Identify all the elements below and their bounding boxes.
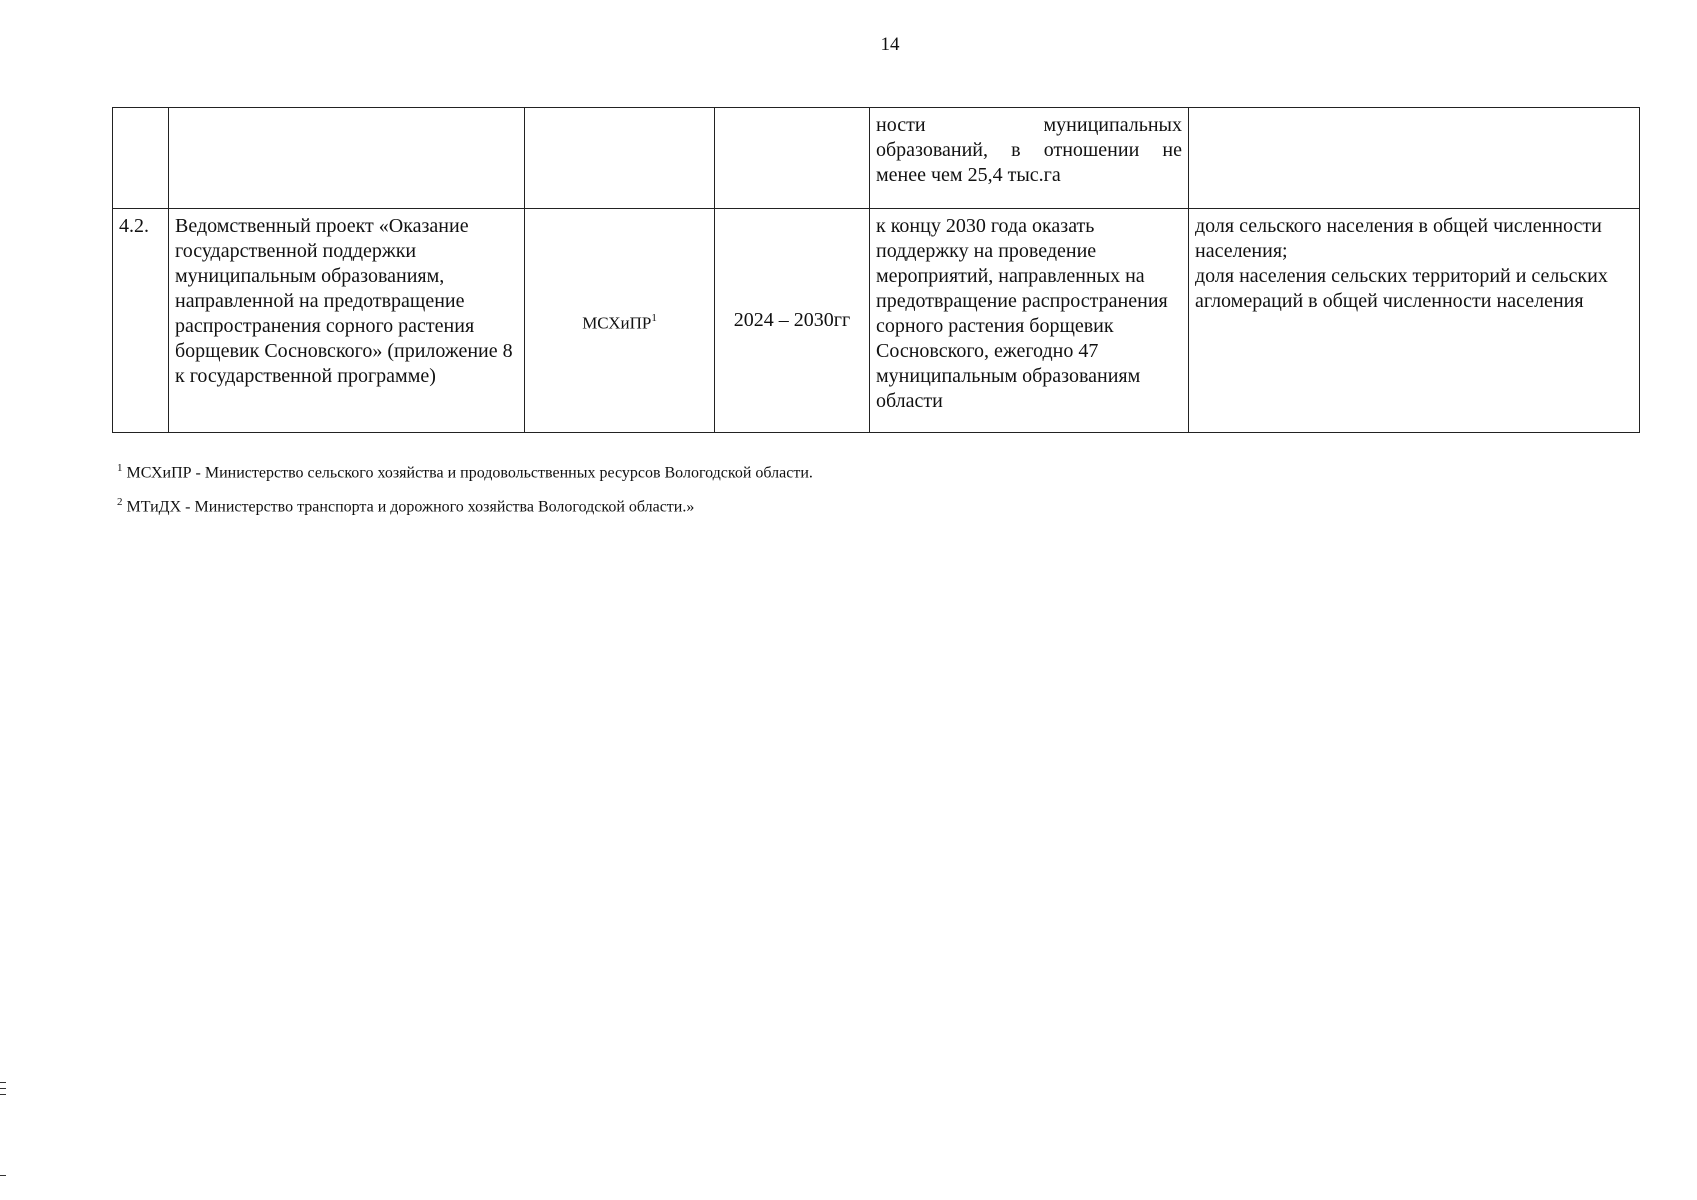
- cell-period: 2024 – 2030гг: [715, 209, 870, 433]
- footnotes: [117, 458, 1517, 527]
- cell-result-continuation: ности муниципальных образований, в отношении не менее чем 25,4 тыс.га: [870, 108, 1189, 209]
- scan-margin-mark: [0, 1175, 6, 1176]
- scan-margin-mark: [0, 1082, 6, 1083]
- cell-responsible: [525, 209, 715, 433]
- cell-period-empty: [715, 108, 870, 209]
- cell-name-empty: [169, 108, 525, 209]
- footnote-mark: 1: [651, 311, 657, 324]
- footnote-2-text: МТиДХ - Министерство транспорта и дорожного хозяйства Вологодской области.»: [126, 498, 695, 516]
- scan-margin-mark: [0, 1094, 6, 1095]
- cell-indicators: доля сельского населения в общей численности населения; доля населения сельских территорий и сельских агломераций в общей численности населения: [1189, 209, 1640, 433]
- cell-num: 4.2.: [113, 209, 169, 433]
- scan-margin-mark: [0, 1088, 6, 1089]
- cell-responsible-empty: [525, 108, 715, 209]
- footnote-1-text: МСХиПР - Министерство сельского хозяйства и продовольственных ресурсов Вологодской области.: [126, 464, 813, 482]
- cell-name: Ведомственный проект «Оказание государственной поддержки муниципальным образованиям, направленной на предотвращение распространения сорного растения борщевик Сосновского» (приложение 8 к государственной программе): [169, 209, 525, 433]
- page-number: 14: [880, 34, 900, 55]
- footnote-2-mark: 2: [117, 496, 123, 509]
- footnote-1-mark: 1: [117, 462, 123, 474]
- footnote-1: [117, 458, 1517, 483]
- responsible-label: МСХиПР: [582, 313, 652, 333]
- cell-num-empty: [113, 108, 169, 209]
- cell-indicator-empty: [1189, 108, 1640, 209]
- program-table: [112, 107, 1640, 433]
- cell-result: к концу 2030 года оказать поддержку на проведение мероприятий, направленных на предотвращение распространения сорного растения борщевик Сосновского, ежегодно 47 муниципальным образованиям области: [870, 209, 1189, 433]
- footnote-2: [117, 492, 1517, 517]
- table-row-4-2: [113, 209, 1640, 433]
- table-row-continuation: [113, 108, 1640, 209]
